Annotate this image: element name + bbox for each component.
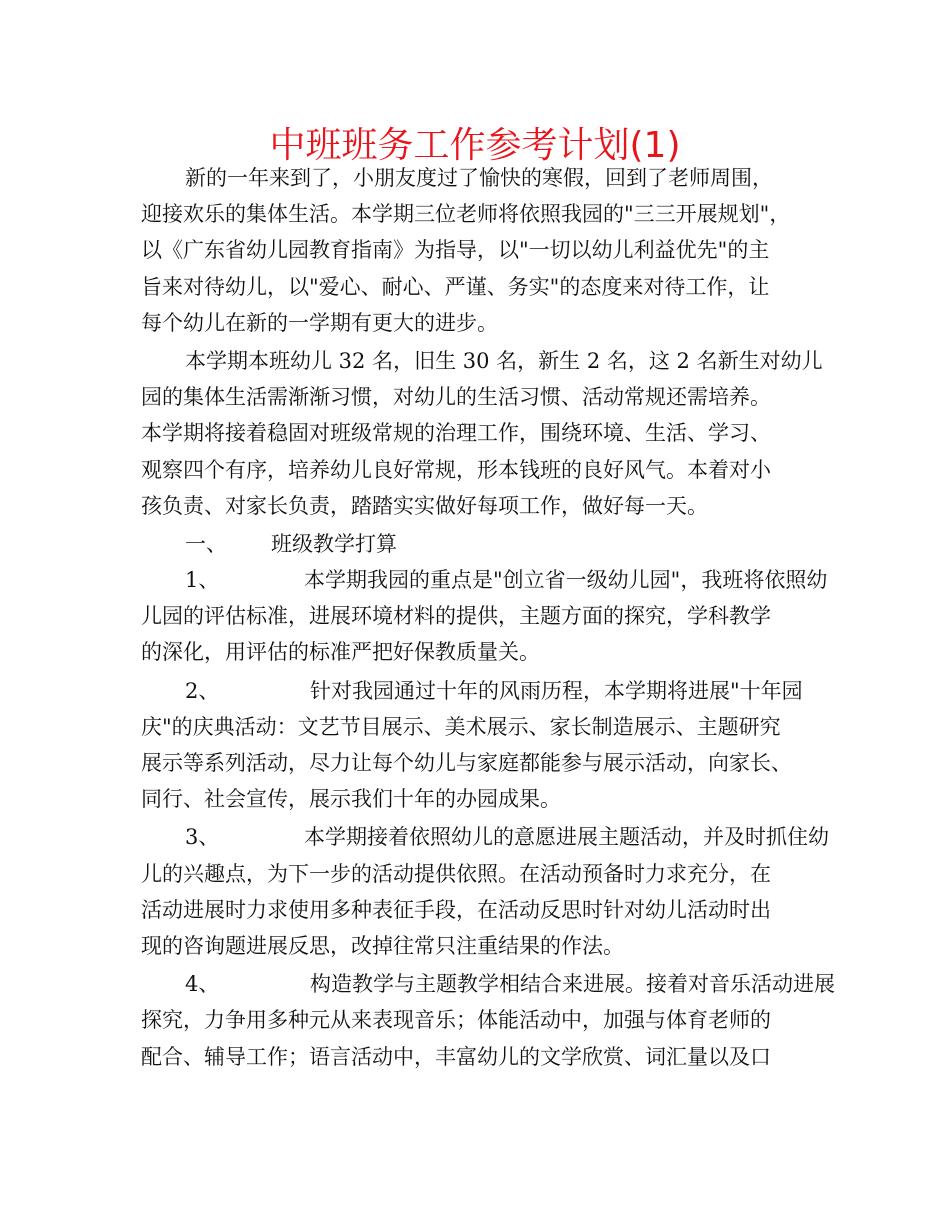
list-item [141,966,835,1075]
text-line: 观察四个有序，培养幼儿良好常规，形本钱班的良好风气。本着对小 [141,457,771,482]
text-line: 本学期将接着稳固对班级常规的治理工作，围绕环境、生活、学习、 [141,421,771,446]
text-line: 展示等系列活动，尽力让每个幼儿与家庭都能参与展示活动，向家长、 [141,751,792,775]
text-line: 孩负责、对家长负责，踏踏实实做好每项工作，做好每一天。 [141,493,708,518]
list-item [141,562,831,671]
text-line: 园的集体生活需渐渐习惯，对幼儿的生活习惯、活动常规还需培养。 [141,385,771,410]
section-title: 班级教学打算 [271,531,397,556]
text-line: 旨来对待幼儿，以"爱心、耐心、严谨、务实"的态度来对待工作，让 [141,274,770,299]
section-number: 一、 [185,531,227,556]
text-line: 儿的兴趣点，为下一步的活动提供依照。在活动预备时力求充分，在 [141,861,771,886]
paragraph-intro [141,160,831,341]
item-text: 本学期接着依照幼儿的意愿进展主题活动，并及时抓住幼 [304,825,829,850]
text-line: 活动进展时力求使用多种表征手段，在活动反思时针对幼儿活动时出 [141,897,771,922]
item-number: 2、 [185,678,220,703]
text-line: 儿园的评估标准，进展环境材料的提供，主题方面的探究，学科教学 [141,604,771,629]
item-text: 本学期我园的重点是"创立省一级幼儿园"，我班将依照幼 [304,568,828,593]
item-text: 针对我园通过十年的风雨历程，本学期将进展"十年园 [310,678,803,703]
item-number: 4、 [185,972,220,997]
paragraph-class-info [141,343,831,524]
section-heading [141,526,831,562]
text-line: 以《广东省幼儿园教育指南》为指导，以"一切以幼儿利益优先"的主 [141,238,770,263]
text-line: 本学期本班幼儿 32 名，旧生 30 名，新生 2 名，这 2 名新生对幼儿 [185,348,823,373]
document-title: 中班班务工作参考计划(1) [269,125,681,166]
text-line: 现的咨询题进展反思，改掉往常只注重结果的作法。 [141,933,624,958]
item-text: 构造教学与主题教学相结合来进展。接着对音乐活动进展 [310,972,835,997]
list-item [141,673,831,818]
text-line: 庆"的庆典活动：文艺节目展示、美术展示、家长制造展示、主题研究 [141,714,781,739]
list-item [141,819,831,964]
text-line: 同行、社会宣传，展示我们十年的办园成果。 [141,787,561,812]
item-number: 1、 [185,568,220,593]
text-line: 配合、辅导工作；语言活动中，丰富幼儿的文学欣赏、词汇量以及口 [141,1044,771,1069]
text-line: 新的一年来到了，小朋友度过了愉快的寒假，回到了老师周围， [185,166,773,190]
text-line: 探究，力争用多种元从来表现音乐；体能活动中，加强与体育老师的 [141,1008,771,1033]
text-line: 的深化，用评估的标准严把好保教质量关。 [141,640,540,665]
text-line: 每个幼儿在新的一学期有更大的进步。 [141,310,498,335]
document-body [141,160,835,1075]
text-line: 迎接欢乐的集体生活。本学期三位老师将依照我园的"三三开展规划"， [141,202,791,227]
item-number: 3、 [185,825,220,850]
